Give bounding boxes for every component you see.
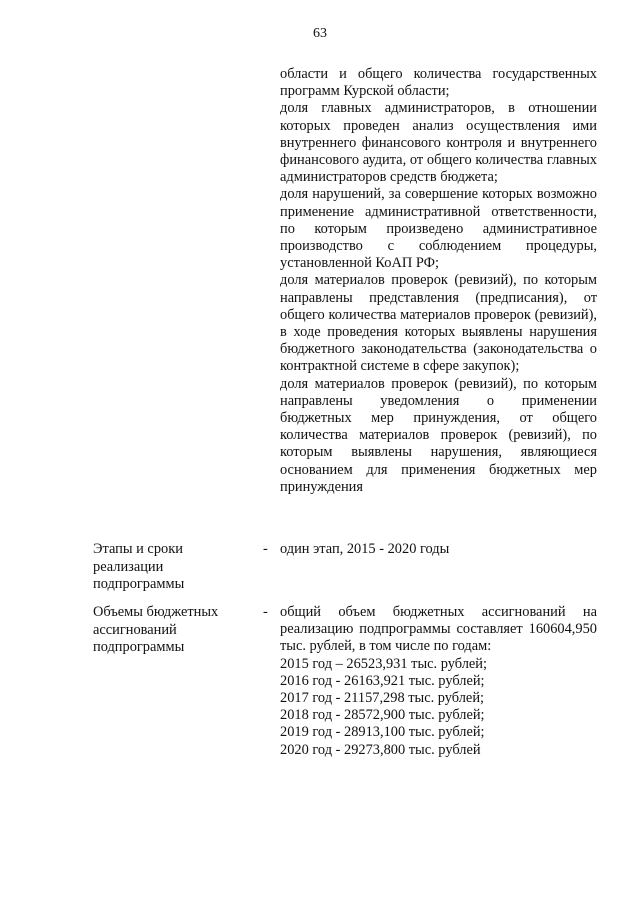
budget-label <box>93 604 253 657</box>
indicator-paragraph: доля материалов проверок (ревизий), по которым направлены представления (предписания), от общего количества материалов проверок (ревизий), в ходе проведения которых выявлены нарушения бюджетного законодательства (законодательства о контрактной системе в сфере закупок); <box>280 272 597 375</box>
stages-value <box>280 541 597 558</box>
indicator-paragraph: доля материалов проверок (ревизий), по которым направлены уведомления о применении бюджетных мер принуждения, от общего количества материалов проверок (ревизий), по которым выявлены нарушения, являющиеся основанием для применения бюджетных мер принуждения <box>280 375 597 495</box>
stages-label-line: Этапы и сроки <box>93 541 183 557</box>
budget-year-line: 2017 год - 21157,298 тыс. рублей; <box>280 690 485 707</box>
budget-intro: общий объем бюджетных ассигнований на реализацию подпрограммы составляет 160604,950 тыс. рублей, в том числе по годам: <box>280 604 597 655</box>
stages-dash: - <box>263 541 268 557</box>
budget-year-line: 2020 год - 29273,800 тыс. рублей <box>280 741 481 758</box>
budget-label-line: Объемы бюджетных <box>93 604 219 620</box>
budget-year-line: 2016 год - 26163,921 тыс. рублей; <box>280 672 485 689</box>
budget-year-line: 2015 год – 26523,931 тыс. рублей; <box>280 655 487 672</box>
budget-label-line: подпрограммы <box>93 639 185 656</box>
budget-year-line: 2019 год - 28913,100 тыс. рублей; <box>280 724 485 741</box>
indicators-list <box>280 66 597 496</box>
stages-value-text: один этап, 2015 - 2020 годы <box>280 541 450 557</box>
indicator-paragraph: доля нарушений, за совершение которых возможно применение административной ответственности, по которым произведено административное производство с соблюдением процедуры, установленной КоАП РФ; <box>280 186 597 272</box>
page-number: 63 <box>313 26 327 41</box>
stages-label-line: подпрограммы <box>93 576 185 593</box>
budget-dash: - <box>263 604 268 620</box>
budget-value <box>280 604 597 759</box>
budget-year-line: 2018 год - 28572,900 тыс. рублей; <box>280 707 485 724</box>
stages-label-line: реализации <box>93 558 164 575</box>
indicator-paragraph: доля главных администраторов, в отношении которых проведен анализ осуществления ими внутреннего финансового контроля и внутреннего финансового аудита, от общего количества главных администраторов средств бюджета; <box>280 100 597 186</box>
stages-label <box>93 541 253 594</box>
indicator-paragraph: области и общего количества государственных программ Курской области; <box>280 66 597 100</box>
budget-label-line: ассигнований <box>93 621 177 638</box>
